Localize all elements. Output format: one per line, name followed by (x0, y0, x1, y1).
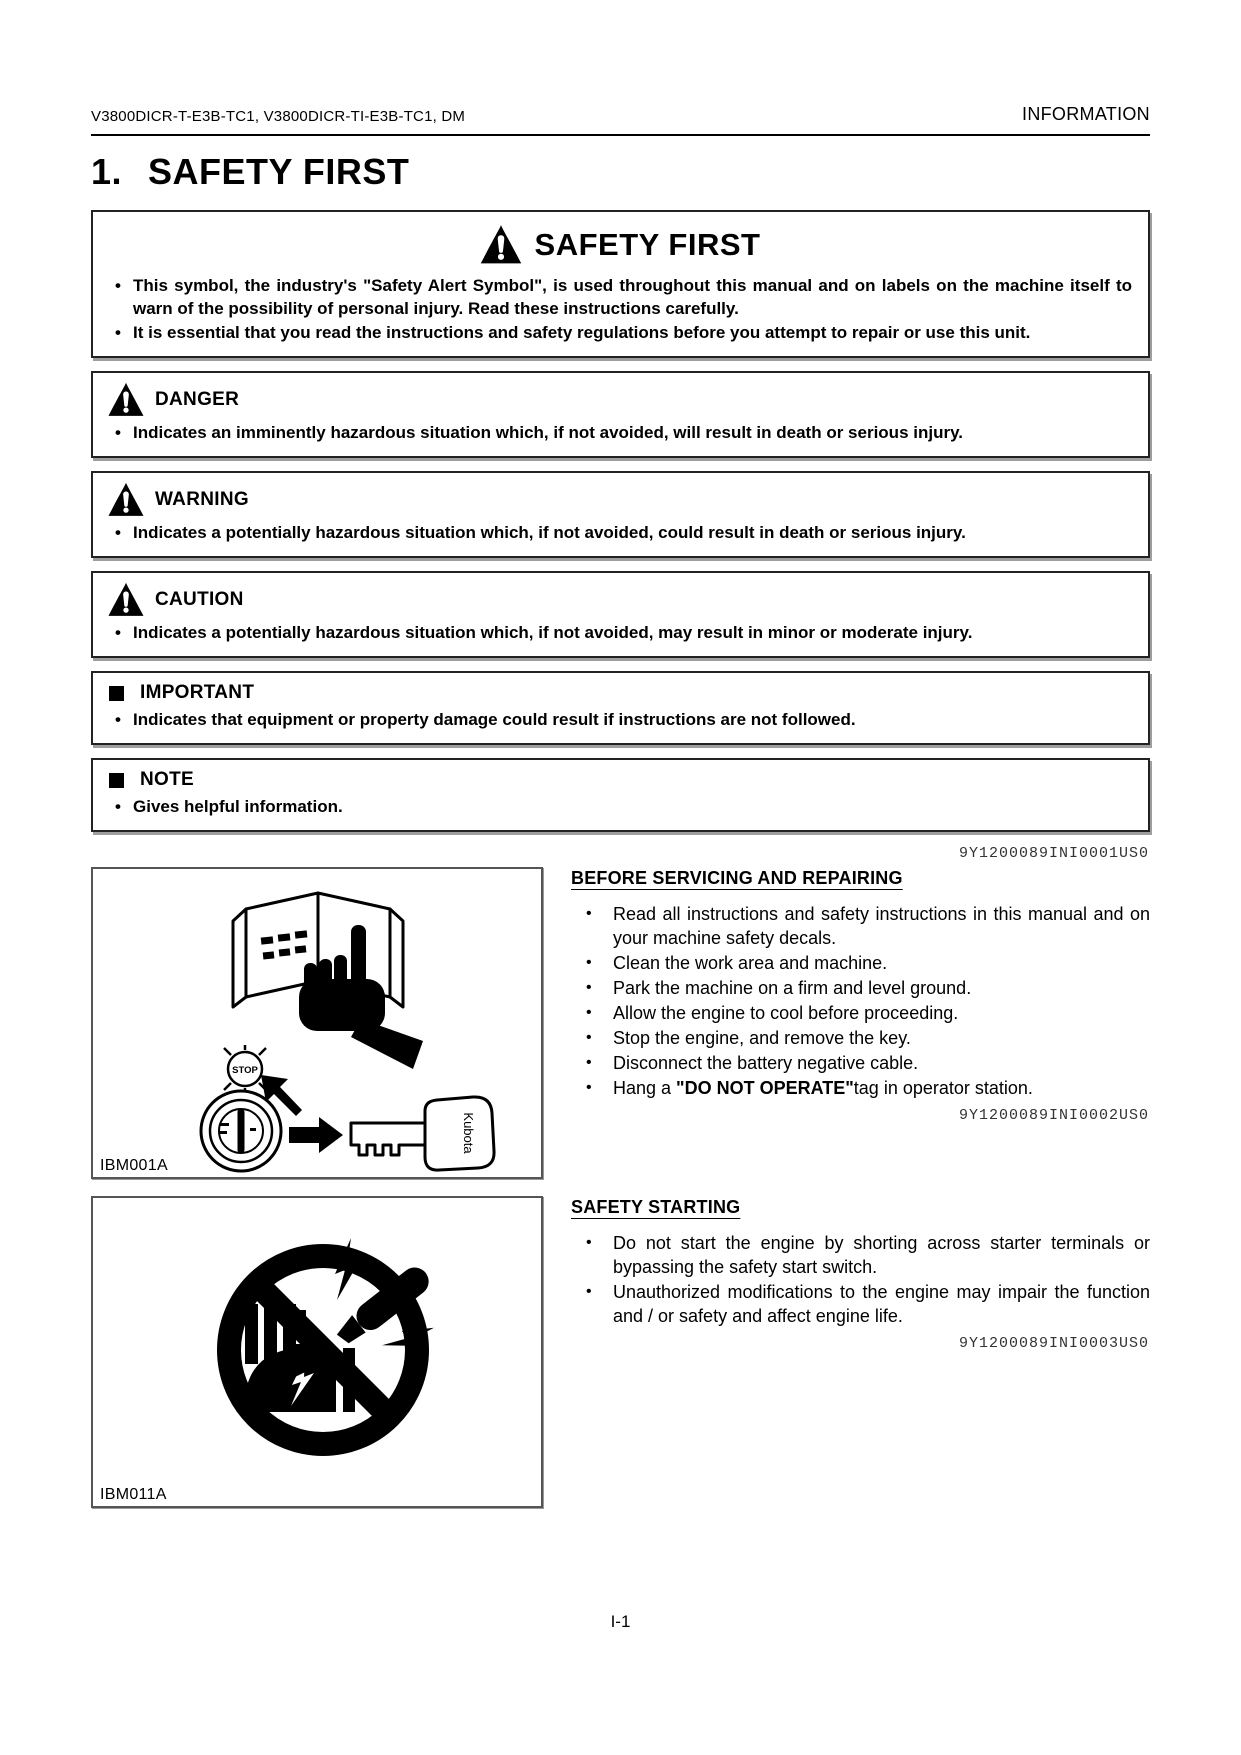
two-column-area (91, 867, 1150, 1508)
black-square-icon (109, 773, 124, 788)
bullet-dot: • (115, 797, 121, 816)
bullet-dot: • (115, 276, 121, 295)
ignition-switch-icon (201, 1091, 281, 1171)
bullet-item: • Indicates a potentially hazardous situation which, if not avoided, may result in minor or moderate injury. (107, 621, 1132, 644)
no-short-circuit-icon (229, 1238, 439, 1444)
bullet-item: • Gives helpful information. (107, 795, 1132, 818)
bullet-dot: • (586, 1029, 592, 1046)
bullet-item: • Indicates an imminently hazardous situation which, if not avoided, will result in death or serious injury. (107, 421, 1132, 444)
figure1-artwork (93, 869, 541, 1177)
chapter-name-text: INFORMATION (1022, 104, 1150, 124)
bullet-item: • Unauthorized modifications to the engine may impair the function and / or safety and affect engine life. (571, 1280, 1150, 1328)
important-bullets (107, 708, 1132, 731)
bullet-dot: • (586, 1004, 592, 1021)
bullet-dot: • (586, 1234, 592, 1251)
note-title: NOTE (140, 769, 194, 790)
bullet-item: • Indicates that equipment or property damage could result if instructions are not followed. (107, 708, 1132, 731)
caution-bullets (107, 621, 1132, 644)
safety-starting-section (571, 1196, 1150, 1357)
bullet-item: • Indicates a potentially hazardous situation which, if not avoided, could result in death or serious injury. (107, 521, 1132, 544)
bullet-dot: • (586, 954, 592, 971)
section-heading: BEFORE SERVICING AND REPAIRING (571, 868, 903, 888)
bullet-dot: • (115, 710, 121, 729)
danger-title: DANGER (155, 388, 240, 410)
reference-code: 9Y1200089INI0001US0 (958, 845, 1149, 862)
bullet-dot: • (586, 1054, 592, 1071)
page-number: I-1 (610, 1612, 631, 1631)
stop-label: STOP (232, 1065, 258, 1076)
safety-starting-bullets (571, 1231, 1150, 1328)
bullet-item: • Stop the engine, and remove the key. (571, 1026, 1150, 1050)
note-heading (107, 769, 1132, 791)
black-square-icon (109, 686, 124, 701)
important-box (91, 671, 1150, 745)
bullet-dot: • (586, 1283, 592, 1300)
figure2-artwork (93, 1198, 541, 1506)
bullet-dot: • (115, 423, 121, 442)
bullet-dot: • (115, 523, 121, 542)
important-heading (107, 682, 1132, 704)
bullet-item: • Read all instructions and safety instructions in this manual and on your machine safety decals. (571, 902, 1150, 950)
section-number: 1. (91, 151, 123, 192)
before-servicing-bullets (571, 902, 1150, 1100)
warning-box (91, 471, 1150, 558)
danger-bullets (107, 421, 1132, 444)
danger-box (91, 371, 1150, 458)
note-box (91, 758, 1150, 832)
bullet-item: • Disconnect the battery negative cable. (571, 1051, 1150, 1075)
key-brand-label: Kubota (461, 1112, 476, 1154)
bullet-item: • It is essential that you read the instructions and safety regulations before you attempt to repair or use this unit. (107, 321, 1132, 344)
model-codes-text: V3800DICR-T-E3B-TC1, V3800DICR-TI-E3B-TC1, DM (91, 108, 466, 125)
important-title: IMPORTANT (140, 682, 255, 703)
bullet-dot: • (115, 623, 121, 642)
warning-title: WARNING (155, 488, 249, 510)
bullet-item: • Do not start the engine by shorting across starter terminals or bypassing the safety start switch. (571, 1231, 1150, 1279)
section-heading: SAFETY STARTING (571, 1197, 741, 1217)
safety-alert-triangle-icon (107, 582, 145, 617)
safety-alert-triangle-icon (107, 482, 145, 517)
reference-code: 9Y1200089INI0002US0 (958, 1107, 1149, 1124)
bullet-dot: • (115, 323, 121, 342)
before-servicing-section (571, 867, 1150, 1129)
bullet-item: • Hang a "DO NOT OPERATE"tag in operator station. (571, 1076, 1150, 1100)
safety-first-heading (107, 224, 1132, 265)
page-header (91, 104, 1150, 136)
figure-read-manual-and-remove-key (91, 867, 543, 1179)
safety-first-box (91, 210, 1150, 358)
do-not-operate-emphasis: "DO NOT OPERATE" (676, 1078, 854, 1098)
section-title-text: SAFETY FIRST (148, 151, 410, 192)
safety-alert-triangle-icon (479, 224, 523, 265)
page-title (91, 151, 1150, 193)
bullet-item: • Clean the work area and machine. (571, 951, 1150, 975)
caution-heading (107, 582, 1132, 617)
figure-label: IBM011A (100, 1486, 167, 1503)
remove-key-arrow (289, 1117, 343, 1153)
safety-alert-triangle-icon (107, 382, 145, 417)
warning-bullets (107, 521, 1132, 544)
note-bullets (107, 795, 1132, 818)
bullet-dot: • (586, 1079, 592, 1096)
bullet-dot: • (586, 905, 592, 922)
warning-heading (107, 482, 1132, 517)
safety-first-bullets (107, 274, 1132, 344)
bullet-dot: • (586, 979, 592, 996)
caution-box (91, 571, 1150, 658)
caution-title: CAUTION (155, 588, 244, 610)
bullet-item: • This symbol, the industry's "Safety Alert Symbol", is used throughout this manual and on labels on the machine itself to warn of the possibility of personal injury. Read these instructions carefully. (107, 274, 1132, 320)
bullet-item: • Park the machine on a firm and level ground. (571, 976, 1150, 1000)
figure-no-shorting-starter (91, 1196, 543, 1508)
figure-label: IBM001A (100, 1157, 168, 1174)
reference-code: 9Y1200089INI0003US0 (958, 1335, 1149, 1352)
safety-first-title: SAFETY FIRST (534, 226, 761, 262)
danger-heading (107, 382, 1132, 417)
bullet-item: • Allow the engine to cool before proceeding. (571, 1001, 1150, 1025)
engine-stop-icon (224, 1045, 266, 1093)
